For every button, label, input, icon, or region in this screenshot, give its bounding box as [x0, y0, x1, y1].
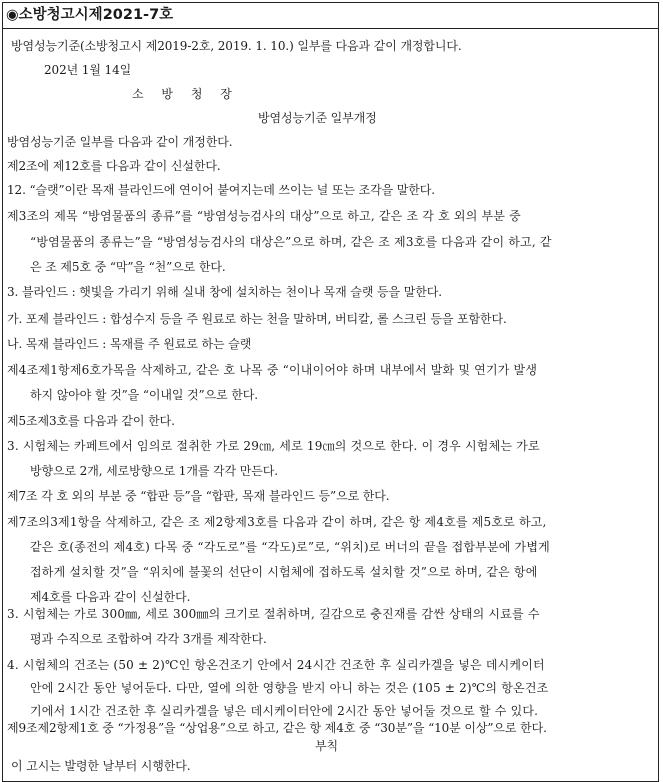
body-line-11: 하지 않아야 할 것”을 “이내일 것”으로 한다.: [30, 388, 258, 402]
body-line-23: 안에 2시간 동안 넣어둔다. 다만, 열에 의한 영향을 받지 아니 하는 것은 (105 ± 2)℃의 항온건조: [30, 681, 549, 695]
body-line-21: 평과 수직으로 조합하여 각각 3개를 제작한다.: [30, 632, 267, 646]
notice-date: 202년 1월 14일: [44, 63, 132, 77]
body-line-20: 3. 시험체는 가로 300㎜, 세로 300㎜의 크기로 절취하며, 길감으로 충진재를 감싼 상태의 시료를 수: [7, 607, 540, 621]
body-line-22: 4. 시험체의 건조는 (50 ± 2)℃인 항온건조기 안에서 24시간 건조한 후 실리카겔을 넣은 데시케이터: [7, 658, 545, 672]
issuing-agency: 소 방 청 장: [132, 87, 239, 101]
body-line-10: 제4조제1항제6호가목을 삭제하고, 같은 호 나목 중 “이내이어야 하며 내부에서 발화 및 연기가 발생: [7, 363, 538, 377]
body-line-3: 12. “슬랫”이란 목재 블라인드에 연이어 붙여지는데 쓰이는 널 또는 조각을 말한다.: [7, 183, 435, 197]
body-line-13: 3. 시험체는 카페트에서 임의로 절취한 가로 29㎝, 세로 19㎝의 것으로 한다. 이 경우 시험체는 가로: [7, 439, 540, 453]
body-line-8: 가. 포제 블라인드 : 합성수지 등을 주 원료로 하는 천을 말하며, 버티칼, 롤 스크린 등을 포함한다.: [7, 312, 507, 326]
body-line-5: “방염물품의 종류는”을 “방염성능검사의 대상은”으로 하며, 같은 조 제3호를 다음과 같이 하고, 같: [30, 235, 552, 249]
amendment-heading: 방염성능기준 일부개정: [258, 111, 377, 125]
body-line-1: 방염성능기준 일부를 다음과 같이 개정한다.: [7, 135, 233, 149]
body-line-18: 접하게 설치할 것”을 “위치에 불꽃의 선단이 시험체에 접하도록 설치할 것”으로 하며, 같은 항에: [30, 565, 538, 579]
body-line-25: 제9조제2항제1호 중 “가정용”을 “상업용”으로 하고, 같은 항 제4호 중 “30분”을 “10분 이상”으로 한다.: [7, 721, 547, 735]
body-line-12: 제5조제3호를 다음과 같이 한다.: [7, 414, 175, 428]
notice-title: ◉소방청고시제2021-7호: [2, 2, 659, 29]
body-line-9: 나. 목재 블라인드 : 목재를 주 원료로 하는 슬랫: [7, 337, 252, 351]
body-line-4: 제3조의 제목 “방염물품의 종류”를 “방염성능검사의 대상”으로 하고, 같은 조 각 호 외의 부분 중: [7, 209, 521, 223]
body-line-7: 3. 블라인드 : 햇빛을 가리기 위해 실내 창에 설치하는 천이나 목재 슬랫 등을 말한다.: [7, 285, 442, 299]
body-line-6: 은 조 제5호 중 “막”을 “천”으로 한다.: [30, 260, 226, 274]
body-line-16: 제7조의3제1항을 삭제하고, 같은 조 제2항제3호를 다음과 같이 하며, 같은 항 제4호를 제5호로 하고,: [7, 515, 547, 529]
body-line-27: 이 고시는 발령한 날부터 시행한다.: [11, 759, 191, 773]
body-line-17: 같은 호(종전의 제4호) 다목 중 “각도로”를 “각도)로”로, “위치)로 버너의 끝을 접합부분에 가볍게: [30, 540, 550, 554]
body-line-19: 제4호를 다음과 같이 신설한다.: [30, 590, 191, 604]
body-line-24: 기에서 1시간 건조한 후 실리카겔을 넣은 데시케이터안에 2시간 동안 넣어둘 것으로 할 수 있다.: [30, 704, 539, 718]
intro-text: 방염성능기준(소방청고시 제2019-2호, 2019. 1. 10.) 일부를 다음과 같이 개정합니다.: [11, 39, 462, 53]
supplementary-provisions-heading: 부칙: [315, 739, 338, 753]
body-line-15: 제7조 각 호 외의 부분 중 “합판 등”을 “합판, 목재 블라인드 등”으로 한다.: [7, 489, 390, 503]
body-line-14: 방향으로 2개, 세로방향으로 1개를 각각 만든다.: [30, 464, 278, 478]
body-line-2: 제2조에 제12호를 다음과 같이 신설한다.: [7, 159, 221, 173]
